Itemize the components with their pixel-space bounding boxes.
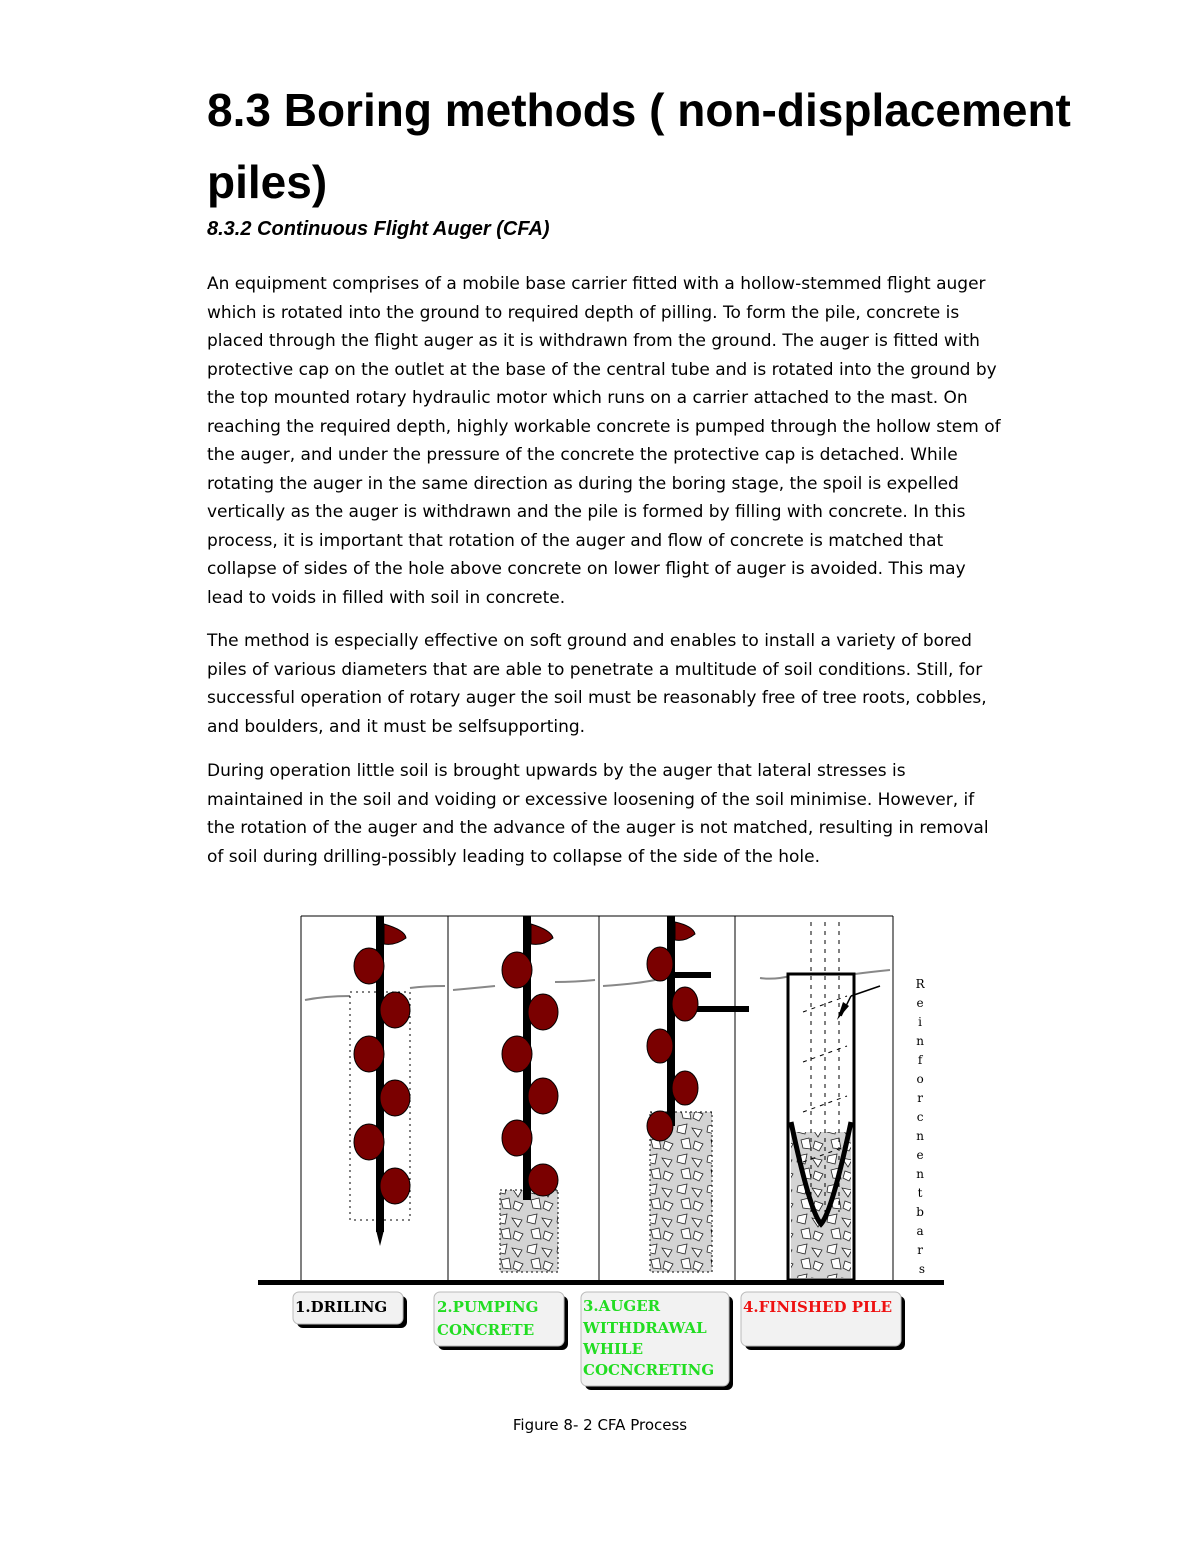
stage2-pumping-auger [500,916,558,1272]
subsection-heading: 8.3.2 Continuous Flight Auger (CFA) [207,218,550,240]
cfa-process-diagram [255,912,955,1392]
section-heading-line2: piles) [207,156,328,208]
paragraph-operation: During operation little soil is brought upwards by the auger that lateral stresses is maintained in the soil and voiding or excessive loosening of the soil minimise. However, if the rotation of the auger and the advance of the auger is not matched, resulting in removal of soil during drilling-possibly leading to collapse of the side of the hole. [207,761,989,867]
stage-label-3 [581,1292,733,1390]
cfa-process-figure [255,912,955,1392]
stage-label-1 [293,1292,407,1328]
reinforcement-bars-label: R e i n f o r c n e n t b a r s [915,977,926,1276]
figure-caption: Figure 8- 2 CFA Process [512,1416,688,1434]
paragraph-effectiveness: The method is especially effective on soft ground and enables to install a variety of bored piles of various diameters that are able to penetrate a multitude of soil conditions. Still, for successful operation of rotary auger the soil must be reasonably free of tree roots, cobbles, and boulders, and it must be selfsupporting. [207,631,987,737]
stage4-finished-pile [788,922,880,1280]
stage-label-4-text: 4.FINISHED PILE [743,1298,892,1316]
stage-label-3-text: 3.AUGER WITHDRAWAL WHILE COCNCRETING [583,1297,715,1379]
stage-label-2 [434,1292,568,1350]
base-ground-line [258,1280,944,1285]
stage-label-2-text: 2.PUMPING CONCRETE [437,1298,539,1339]
section-heading [207,74,1127,218]
stage-label-1-text: 1.DRILING [295,1298,388,1316]
section-heading-line1: 8.3 Boring methods ( non-displacement [207,84,1071,136]
stage-label-4 [741,1292,905,1350]
paragraph-intro: An equipment comprises of a mobile base carrier fitted with a hollow-stemmed flight auger which is rotated into the ground to required depth of pilling. To form the pile, concrete is placed through the flight auger as it is withdrawn from the ground. The auger is fitted with protective cap on the outlet at the base of the central tube and is rotated into the ground by the top mounted rotary hydraulic motor which runs on a carrier attached to the mast. On reaching the required depth, highly workable concrete is pumped through the hollow stem of the auger, and under the pressure of the concrete the protective cap is detached. While rotating the auger in the same direction as during the boring stage, the spoil is expelled vertically as the auger is withdrawn and the pile is formed by filling with concrete. In this process, it is important that rotation of the auger and flow of concrete is matched that collapse of sides of the hole above concrete on lower flight of auger is avoided. This may lead to voids in filled with soil in concrete. [207,274,1001,608]
stage3-withdrawal-auger [647,916,749,1272]
stage1-drilling-auger [350,916,410,1246]
